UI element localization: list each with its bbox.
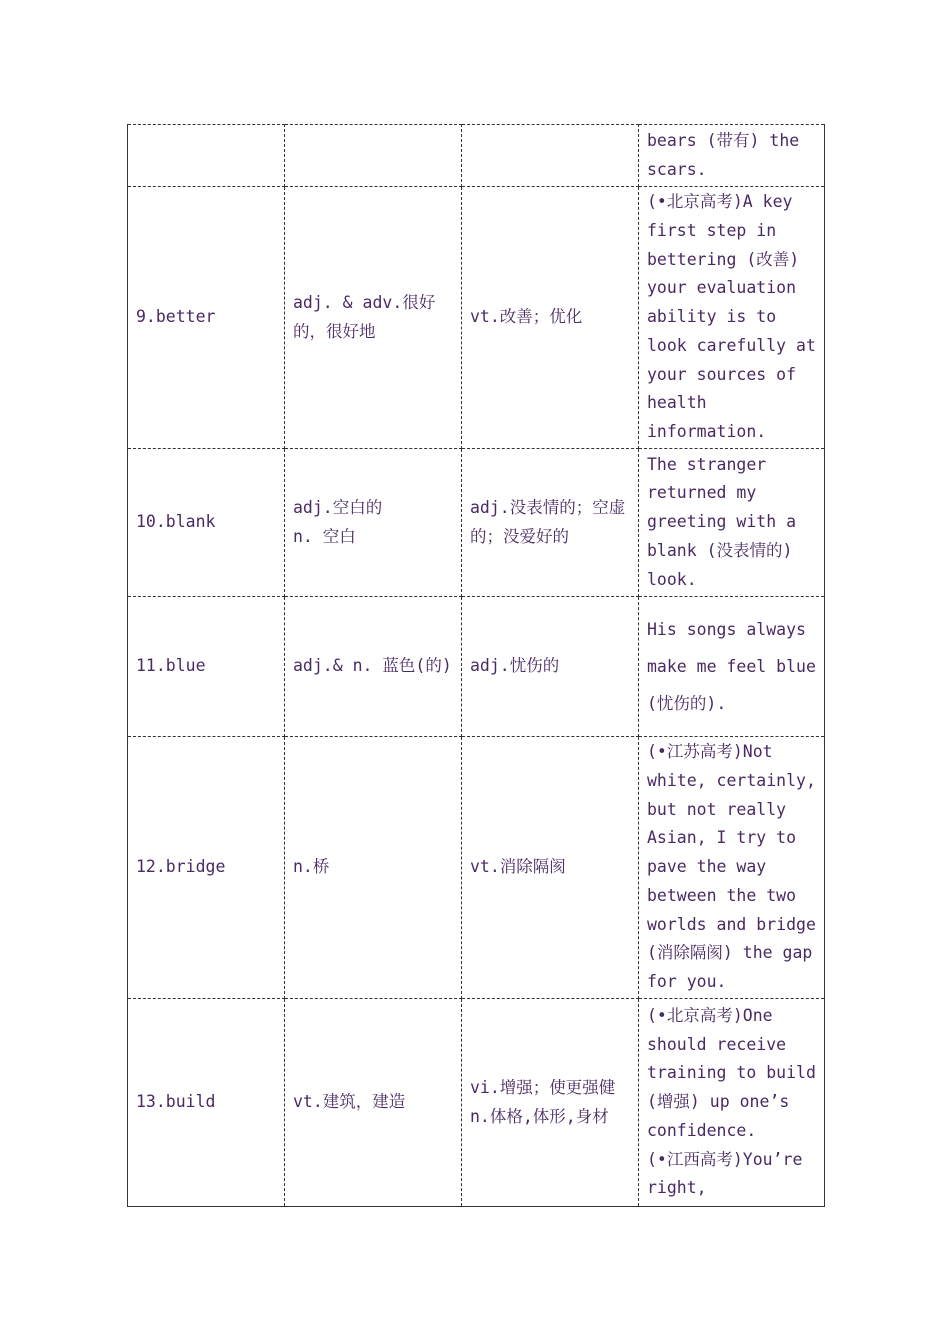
extended-meaning-cell: vt.消除隔阂: [462, 737, 639, 999]
table-row: [128, 999, 825, 1207]
basic-meaning-line: adj.空白的: [293, 497, 383, 517]
extended-meaning-cell: adj.忧伤的: [462, 597, 639, 737]
extended-meaning-line: vi.增强；使更强健: [470, 1077, 616, 1097]
word-cell: 12.bridge: [128, 737, 285, 999]
word-cell: [128, 125, 285, 187]
basic-meaning-cell: n.桥: [285, 737, 462, 999]
basic-meaning-line: n. 空白: [293, 526, 356, 546]
example-cell: The stranger returned my greeting with a blank (没表情的) look.: [639, 449, 825, 597]
basic-meaning-cell: vt.建筑，建造: [285, 999, 462, 1207]
basic-meaning-cell: [285, 125, 462, 187]
example-cell: His songs always make me feel blue (忧伤的).: [639, 597, 825, 737]
word-cell: 9.better: [128, 187, 285, 449]
extended-meaning-cell: adj.没表情的；空虚的；没爱好的: [462, 449, 639, 597]
basic-meaning-cell: adj.& n. 蓝色(的): [285, 597, 462, 737]
table-row: [128, 187, 825, 449]
example-cell: (•江苏高考)Not white, certainly, but not really Asian, I try to pave the way between the two worlds and bridge (消除隔阂) the gap for you.: [639, 737, 825, 999]
table-row: [128, 597, 825, 737]
extended-meaning-cell: vt.改善；优化: [462, 187, 639, 449]
basic-meaning-cell: [285, 449, 462, 597]
word-cell: 13.build: [128, 999, 285, 1207]
example-line: (•北京高考)One should receive training to build (增强) up one’s confidence.: [647, 1005, 816, 1140]
word-cell: 10.blank: [128, 449, 285, 597]
table-row: [128, 125, 825, 187]
example-cell: bears (带有) the scars.: [639, 125, 825, 187]
extended-meaning-cell: [462, 125, 639, 187]
table-row: [128, 449, 825, 597]
example-line: (•江西高考)You’re right,: [647, 1149, 803, 1198]
example-cell: [639, 999, 825, 1207]
extended-meaning-cell: [462, 999, 639, 1207]
basic-meaning-cell: adj. & adv.很好的，很好地: [285, 187, 462, 449]
example-cell: (•北京高考)A key first step in bettering (改善) your evaluation ability is to look carefully at your sources of health information.: [639, 187, 825, 449]
extended-meaning-line: n.体格,体形,身材: [470, 1106, 609, 1126]
word-cell: 11.blue: [128, 597, 285, 737]
vocabulary-table: [127, 124, 825, 1207]
table-row: [128, 737, 825, 999]
